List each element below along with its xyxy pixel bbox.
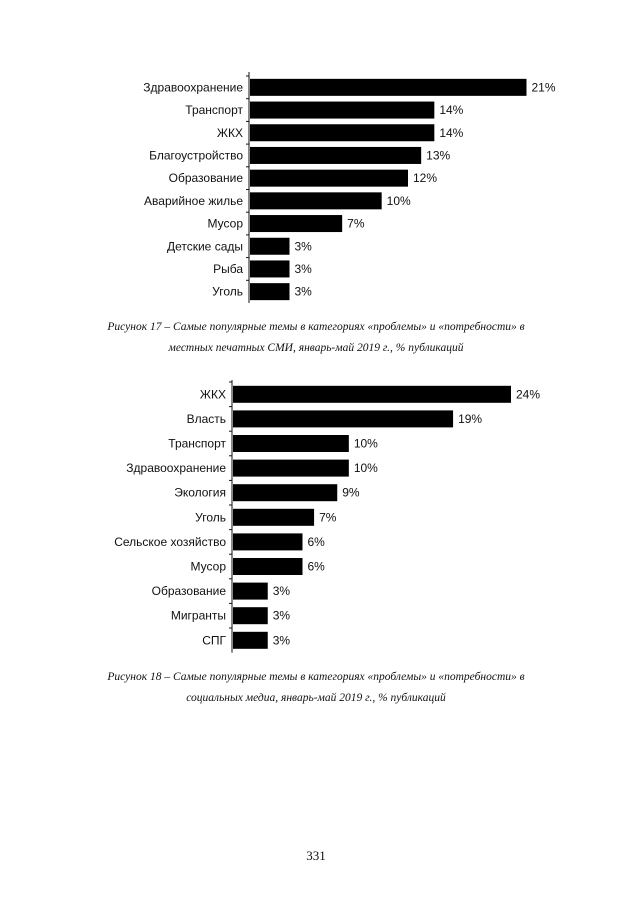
chart18-category-label: Сельское хозяйство	[114, 534, 226, 549]
chart17-bar	[250, 260, 290, 277]
chart17-value-label: 3%	[294, 239, 312, 254]
chart18-value-label: 3%	[272, 633, 291, 648]
chart17-category-label: Транспорт	[185, 103, 243, 118]
chart18-category-label: Образование	[151, 584, 226, 599]
chart17-value-label: 3%	[294, 261, 312, 276]
chart18-bar	[233, 558, 303, 575]
chart18-category-label: Здравоохранение	[126, 461, 226, 476]
chart18-bar	[233, 632, 268, 649]
figure-17-caption-line-1: Рисунок 17 – Самые популярные темы в категориях «проблемы» и «потребности» в	[107, 321, 525, 333]
chart17-category-label: Уголь	[212, 284, 243, 299]
chart18-bar	[233, 460, 349, 477]
figure-17-caption	[60, 317, 572, 359]
chart17-bar	[250, 215, 342, 232]
chart17-bar	[250, 192, 382, 209]
chart17-value-label: 14%	[439, 125, 464, 140]
figure-18-caption-line-1: Рисунок 18 – Самые популярные темы в категориях «проблемы» и «потребности» в	[107, 671, 525, 683]
chart17-category-label: Здравоохранение	[143, 80, 243, 95]
page-number: 331	[306, 848, 326, 863]
chart18-bar	[233, 435, 349, 452]
chart18-category-label: СПГ	[202, 633, 226, 648]
chart17-value-label: 14%	[439, 103, 464, 118]
chart17-bar	[250, 79, 527, 96]
chart18-bar	[233, 410, 453, 427]
chart18-value-label: 10%	[353, 436, 378, 451]
chart18-category-label: Уголь	[195, 510, 226, 525]
chart18-bar	[233, 484, 337, 501]
chart18-category-label: Экология	[174, 485, 226, 500]
chart17-value-label: 10%	[386, 193, 411, 208]
chart17-category-label: Аварийное жилье	[144, 193, 243, 208]
chart18-bar	[233, 533, 303, 550]
chart18-category-label: Мусор	[190, 559, 226, 574]
chart18-category-label: Транспорт	[168, 436, 226, 451]
chart17-bar	[250, 170, 408, 187]
chart17-category-label: ЖКХ	[216, 125, 243, 140]
chart17-value-label: 13%	[426, 148, 451, 163]
chart17-bar	[250, 124, 434, 141]
figure-18-caption-line-2: социальных медиа, январь-май 2019 г., % публикаций	[186, 692, 446, 704]
chart18-bar	[233, 583, 268, 600]
chart17-bar	[250, 102, 434, 119]
chart17-category-label: Образование	[168, 171, 243, 186]
chart18-value-label: 6%	[307, 534, 325, 549]
chart18-bar	[233, 509, 314, 526]
chart18-category-label: Власть	[186, 411, 226, 426]
chart17-bar	[250, 147, 421, 164]
chart17-bar	[250, 283, 290, 300]
chart17-value-label: 12%	[413, 171, 438, 186]
chart17-value-label: 3%	[294, 284, 312, 299]
chart18-value-label: 24%	[516, 387, 541, 402]
figure-18-caption	[60, 667, 572, 709]
chart18-category-label: Мигранты	[170, 608, 226, 623]
chart18-value-label: 9%	[342, 485, 360, 500]
chart18-bar	[233, 607, 268, 624]
chart17-category-label: Рыба	[213, 261, 243, 276]
chart17-bar	[250, 238, 290, 255]
chart18-value-label: 3%	[272, 608, 291, 623]
chart18-value-label: 7%	[319, 510, 337, 525]
chart17-category-label: Благоустройство	[149, 148, 243, 163]
chart18-value-label: 10%	[353, 461, 378, 476]
chart-18	[0, 380, 632, 660]
chart18-value-label: 6%	[307, 559, 325, 574]
chart17-category-label: Мусор	[207, 216, 243, 231]
chart18-value-label: 19%	[458, 411, 483, 426]
chart18-value-label: 3%	[272, 584, 291, 599]
figure-17-caption-line-2: местных печатных СМИ, январь-май 2019 г., % публикаций	[168, 342, 464, 354]
chart17-category-label: Детские сады	[166, 239, 243, 254]
chart17-value-label: 7%	[347, 216, 365, 231]
chart17-value-label: 21%	[531, 80, 556, 95]
chart-17	[0, 70, 632, 310]
chart18-category-label: ЖКХ	[199, 387, 226, 402]
chart18-bar	[233, 386, 511, 403]
